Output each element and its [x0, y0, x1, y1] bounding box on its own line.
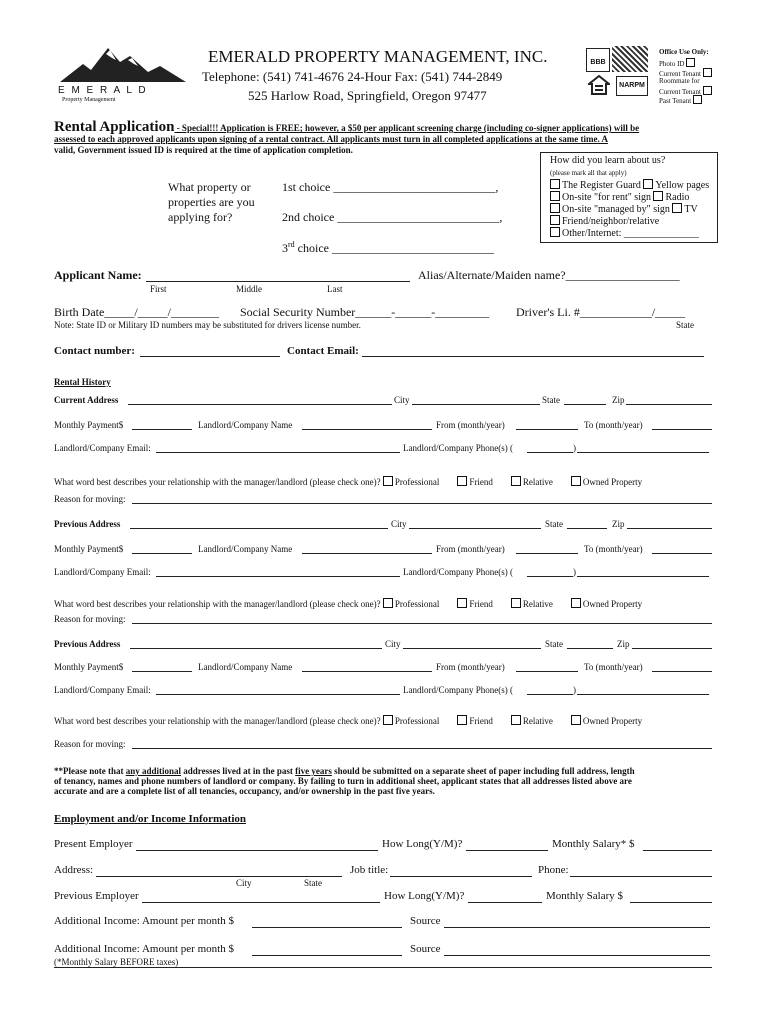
- second-choice-field[interactable]: 2nd choice ___________________________,: [282, 210, 503, 224]
- owned-property-checkbox-2[interactable]: [571, 598, 581, 608]
- landlord-name-field[interactable]: [302, 429, 432, 430]
- referral-subtitle: (please mark all that apply): [550, 169, 627, 177]
- previous-zip-label: Zip: [612, 519, 625, 529]
- additional-income-field[interactable]: [252, 927, 402, 928]
- note-part-a: **Please note that: [54, 766, 126, 776]
- owned-property-label-2: Owned Property: [582, 599, 643, 609]
- professional-label: Professional: [394, 477, 440, 487]
- monthly-payment-field-3[interactable]: [132, 671, 192, 672]
- job-title-field[interactable]: [390, 876, 532, 877]
- middle-name-caption: Middle: [236, 284, 262, 294]
- equal-housing-icon: [588, 74, 610, 96]
- employer-state-caption: State: [304, 878, 322, 888]
- income-source-label: Source: [410, 915, 441, 927]
- previous-zip-label-2: Zip: [617, 639, 630, 649]
- current-zip-label: Zip: [612, 395, 625, 405]
- relative-label-3: Relative: [522, 716, 553, 726]
- office-current-tenant: Current Tenant: [659, 70, 701, 78]
- additional-income-field-2[interactable]: [252, 955, 402, 956]
- income-source-field-2[interactable]: [444, 955, 710, 956]
- reason-moving-label-3: Reason for moving:: [54, 739, 126, 749]
- intro-line-3: valid, Government issued ID is required at the time of application completion.: [54, 145, 353, 155]
- past-tenant-checkbox[interactable]: [693, 95, 702, 104]
- relationship-question: What word best describes your relationship with the manager/landlord (please check one)?: [54, 477, 381, 487]
- yellow-pages-label: Yellow pages: [655, 180, 710, 191]
- landlord-email-field-3[interactable]: [156, 694, 400, 695]
- third-choice-num: 3: [282, 241, 288, 255]
- reason-moving-field[interactable]: [132, 503, 712, 504]
- third-choice-sup: rd: [288, 240, 295, 249]
- landlord-name-label: Landlord/Company Name: [198, 420, 293, 430]
- relationship-question-2: What word best describes your relationship with the manager/landlord (please check one)?: [54, 599, 381, 609]
- bbb-badge-label: BBB: [590, 59, 606, 66]
- professional-checkbox[interactable]: [383, 476, 393, 486]
- owned-property-label: Owned Property: [582, 477, 643, 487]
- note-part-c: addresses lived at in the past: [181, 766, 296, 776]
- friend-neighbor-label: Friend/neighbor/relative: [562, 216, 660, 227]
- previous-state-label-2: State: [545, 639, 563, 649]
- note-part-d: five years: [295, 766, 332, 776]
- landlord-phone-field[interactable]: [577, 452, 709, 453]
- logo-text: E M E R A L D: [58, 85, 148, 96]
- narpm-badge-label: NARPM: [619, 82, 645, 89]
- how-long-label-2: How Long(Y/M)?: [384, 890, 465, 902]
- from-field-3[interactable]: [516, 671, 578, 672]
- to-label-3: To (month/year): [584, 662, 643, 672]
- monthly-salary-field[interactable]: [643, 850, 712, 851]
- salary-footnote: (*Monthly Salary BEFORE taxes): [54, 957, 179, 967]
- professional-checkbox-3[interactable]: [383, 715, 393, 725]
- landlord-email-field-2[interactable]: [156, 576, 400, 577]
- relative-checkbox-3[interactable]: [511, 715, 521, 725]
- register-guard-checkbox[interactable]: [550, 179, 560, 189]
- previous-employer-field[interactable]: [142, 902, 380, 903]
- previous-zip-field-2[interactable]: [632, 648, 712, 649]
- monthly-payment-field-2[interactable]: [132, 553, 192, 554]
- professional-label-3: Professional: [394, 716, 440, 726]
- landlord-phone-field-3[interactable]: [577, 694, 709, 695]
- landlord-phone-area-field[interactable]: [527, 452, 573, 453]
- office-current-tenant-2: Current Tenant: [659, 88, 701, 96]
- monthly-payment-label-3: Monthly Payment$: [54, 662, 124, 672]
- note-part-b: any additional: [125, 766, 182, 776]
- previous-city-label-2: City: [385, 639, 401, 649]
- additional-income-label-2: Additional Income: Amount per month $: [54, 943, 234, 955]
- intro-special: - Special!!! Application is FREE; however, a $50 per applicant screening charge (including co-signer applications) will be: [174, 123, 640, 133]
- reason-moving-label: Reason for moving:: [54, 494, 126, 504]
- owned-property-checkbox-3[interactable]: [571, 715, 581, 725]
- radio-label: Radio: [665, 192, 690, 203]
- narpm-badge-icon: [616, 76, 648, 96]
- landlord-email-label-3: Landlord/Company Email:: [54, 685, 151, 695]
- first-name-caption: First: [150, 284, 167, 294]
- landlord-phone-area-field-3[interactable]: [527, 694, 573, 695]
- property-question: [168, 180, 255, 225]
- landlord-phone-field-2[interactable]: [577, 576, 709, 577]
- contact-email-label: Contact Email:: [287, 345, 359, 357]
- employer-phone-label: Phone:: [538, 864, 569, 876]
- yellow-pages-checkbox[interactable]: [643, 179, 653, 189]
- landlord-name-label-2: Landlord/Company Name: [198, 544, 293, 554]
- employer-address-field[interactable]: [96, 876, 342, 877]
- for-rent-sign-label: On-site "for rent" sign: [562, 192, 651, 203]
- office-photo-id: Photo ID: [659, 60, 685, 68]
- previous-address-field-2[interactable]: [130, 648, 382, 649]
- current-state-field[interactable]: [564, 404, 606, 405]
- managed-by-sign-checkbox[interactable]: [550, 203, 560, 213]
- office-past-tenant: Past Tenant: [659, 97, 692, 105]
- bottom-rule: [54, 967, 712, 968]
- previous-address-label-2: Previous Address: [54, 639, 121, 649]
- contact-email-field[interactable]: [362, 356, 704, 357]
- reason-moving-field-2[interactable]: [132, 623, 712, 624]
- previous-state-field[interactable]: [567, 528, 607, 529]
- landlord-phone-label-3: Landlord/Company Phone(s) (: [403, 685, 513, 695]
- employer-city-caption: City: [236, 878, 252, 888]
- friend-label: Friend: [469, 477, 493, 487]
- landlord-phone-label: Landlord/Company Phone(s) (: [403, 443, 513, 453]
- mountain-logo-icon: [58, 42, 188, 87]
- landlord-name-field-2[interactable]: [302, 553, 432, 554]
- how-long-field-2[interactable]: [468, 902, 542, 903]
- other-internet-checkbox[interactable]: [550, 227, 560, 237]
- employer-phone-field[interactable]: [570, 876, 712, 877]
- additional-address-note-line-2: of tenancy, names and phone numbers of landlord or company. By failing to turn in additional sheet, applicant states that all addresses listed above are: [54, 776, 632, 786]
- to-field-3[interactable]: [652, 671, 712, 672]
- dl-state-caption: State: [676, 320, 694, 330]
- for-rent-sign-checkbox[interactable]: [550, 191, 560, 201]
- intro-line-2: assessed to each approved applicants upon signing of a rental contract. All applicants must turn in all completed applications at the same time. A: [54, 134, 608, 144]
- income-source-label-2: Source: [410, 943, 441, 955]
- property-question-line-2: properties are you: [168, 195, 255, 209]
- monthly-payment-field[interactable]: [132, 429, 192, 430]
- current-tenant-checkbox[interactable]: [703, 68, 712, 77]
- landlord-phone-label-2: Landlord/Company Phone(s) (: [403, 567, 513, 577]
- birth-date-field[interactable]: Birth Date_____/_____/________: [54, 305, 219, 319]
- third-choice-field[interactable]: [282, 240, 494, 256]
- logo-subtext: Property Management: [62, 97, 116, 103]
- third-choice-rest: choice ___________________________: [294, 241, 494, 255]
- current-city-field[interactable]: [412, 404, 540, 405]
- current-address-field[interactable]: [128, 404, 392, 405]
- additional-address-note-line-1: [54, 766, 635, 776]
- income-source-field[interactable]: [444, 927, 710, 928]
- tv-label: TV: [684, 204, 698, 215]
- from-field-2[interactable]: [516, 553, 578, 554]
- current-city-label: City: [394, 395, 410, 405]
- tv-checkbox[interactable]: [672, 203, 682, 213]
- how-long-label: How Long(Y/M)?: [382, 838, 463, 850]
- previous-zip-field[interactable]: [627, 528, 712, 529]
- relative-checkbox-2[interactable]: [511, 598, 521, 608]
- property-question-line-1: What property or: [168, 180, 251, 194]
- to-field[interactable]: [652, 429, 712, 430]
- friend-label-2: Friend: [469, 599, 493, 609]
- from-label-3: From (month/year): [436, 662, 505, 672]
- company-name: EMERALD PROPERTY MANAGEMENT, INC.: [208, 47, 548, 66]
- monthly-salary-label: Monthly Salary* $: [552, 838, 635, 850]
- monthly-salary-label-2: Monthly Salary $: [546, 890, 623, 902]
- friend-checkbox-3[interactable]: [457, 715, 467, 725]
- employer-address-label: Address:: [54, 864, 94, 876]
- relative-label-2: Relative: [522, 599, 553, 609]
- to-label-2: To (month/year): [584, 544, 643, 554]
- friend-label-3: Friend: [469, 716, 493, 726]
- to-label: To (month/year): [584, 420, 643, 430]
- professional-label-2: Professional: [394, 599, 440, 609]
- from-label: From (month/year): [436, 420, 505, 430]
- owned-property-checkbox[interactable]: [571, 476, 581, 486]
- how-long-field[interactable]: [466, 850, 548, 851]
- friend-checkbox[interactable]: [457, 476, 467, 486]
- ssn-field[interactable]: Social Security Number______-______-_________: [240, 305, 490, 319]
- rental-history-heading: Rental History: [54, 377, 111, 387]
- reason-moving-field-3[interactable]: [132, 748, 712, 749]
- referral-title: How did you learn about us?: [550, 155, 666, 166]
- professional-checkbox-2[interactable]: [383, 598, 393, 608]
- previous-city-label: City: [391, 519, 407, 529]
- reason-moving-label-2: Reason for moving:: [54, 614, 126, 624]
- monthly-payment-label: Monthly Payment$: [54, 420, 124, 430]
- landlord-email-field[interactable]: [156, 452, 400, 453]
- previous-state-label: State: [545, 519, 563, 529]
- landlord-email-label: Landlord/Company Email:: [54, 443, 151, 453]
- previous-address-field[interactable]: [130, 528, 388, 529]
- monthly-salary-field-2[interactable]: [630, 902, 712, 903]
- previous-address-label: Previous Address: [54, 519, 121, 529]
- bbb-badge-icon: [586, 48, 610, 72]
- phone-fax-line: Telephone: (541) 741-4676 24-Hour Fax: (541) 744-2849: [202, 69, 503, 84]
- previous-city-field-2[interactable]: [403, 648, 541, 649]
- landlord-phone-area-field-2[interactable]: [527, 576, 573, 577]
- office-use-title: Office Use Only:: [659, 48, 709, 56]
- present-employer-field[interactable]: [136, 850, 378, 851]
- current-state-label: State: [542, 395, 560, 405]
- contact-number-label: Contact number:: [54, 345, 135, 357]
- photo-id-checkbox[interactable]: [686, 58, 695, 67]
- contact-number-field[interactable]: [140, 356, 280, 357]
- alias-field[interactable]: Alias/Alternate/Maiden name?___________________: [418, 268, 680, 282]
- form-title: Rental Application: [54, 119, 175, 135]
- applicant-name-field[interactable]: [146, 281, 410, 282]
- relationship-question-3: What word best describes your relationship with the manager/landlord (please check one)?: [54, 716, 381, 726]
- to-field-2[interactable]: [652, 553, 712, 554]
- relative-checkbox[interactable]: [511, 476, 521, 486]
- previous-employer-label: Previous Employer: [54, 890, 139, 902]
- last-name-caption: Last: [327, 284, 343, 294]
- id-note: Note: State ID or Military ID numbers may be substituted for drivers license number.: [54, 320, 361, 330]
- radio-checkbox[interactable]: [653, 191, 663, 201]
- friend-checkbox-2[interactable]: [457, 598, 467, 608]
- previous-city-field[interactable]: [409, 528, 541, 529]
- current-zip-field[interactable]: [626, 404, 712, 405]
- first-choice-field[interactable]: 1st choice ___________________________,: [282, 180, 499, 194]
- register-guard-label: The Register Guard: [562, 180, 641, 191]
- previous-state-field-2[interactable]: [567, 648, 613, 649]
- additional-income-label: Additional Income: Amount per month $: [54, 915, 234, 927]
- company-address: 525 Harlow Road, Springfield, Oregon 97477: [248, 88, 487, 103]
- present-employer-label: Present Employer: [54, 838, 133, 850]
- landlord-name-label-3: Landlord/Company Name: [198, 662, 293, 672]
- additional-address-note-line-3: accurate and are a complete list of all tenancies, occupancy, and/or ownership in the past five years.: [54, 786, 435, 796]
- friend-neighbor-checkbox[interactable]: [550, 215, 560, 225]
- note-part-e: should be submitted on a separate sheet of paper including full address, length: [331, 766, 635, 776]
- certificate-badge-icon: [612, 46, 648, 72]
- from-label-2: From (month/year): [436, 544, 505, 554]
- managed-by-sign-label: On-site "managed by" sign: [562, 204, 670, 215]
- job-title-label: Job title:: [350, 864, 389, 876]
- employment-heading: Employment and/or Income Information: [54, 813, 246, 825]
- property-question-line-3: applying for?: [168, 210, 233, 224]
- from-field[interactable]: [516, 429, 578, 430]
- current-address-label: Current Address: [54, 395, 119, 405]
- relative-label: Relative: [522, 477, 553, 487]
- owned-property-label-3: Owned Property: [582, 716, 643, 726]
- monthly-payment-label-2: Monthly Payment$: [54, 544, 124, 554]
- applicant-name-label: Applicant Name:: [54, 268, 142, 282]
- roommate-checkbox[interactable]: [703, 86, 712, 95]
- landlord-name-field-3[interactable]: [302, 671, 432, 672]
- landlord-email-label-2: Landlord/Company Email:: [54, 567, 151, 577]
- office-roommate: Roommate for: [659, 77, 700, 85]
- drivers-license-field[interactable]: Driver's Li. #____________/_____: [516, 305, 686, 319]
- other-internet-label[interactable]: Other/Internet: _______________: [562, 228, 699, 239]
